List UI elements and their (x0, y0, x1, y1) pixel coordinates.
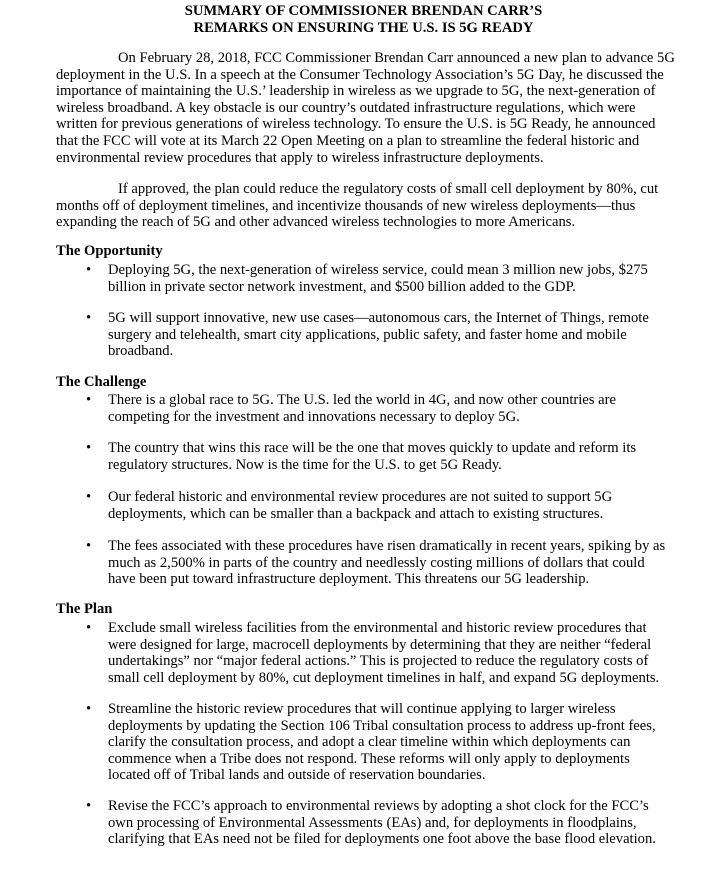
bullet-icon: • (86, 701, 92, 717)
bullet-line: much as 2,500% in parts of the country and needlessly costing millions of dollars that could (108, 554, 645, 571)
bullet-line: undertakings” nor “major federal actions.” This is projected to reduce the regulatory costs of (108, 653, 649, 670)
bullet-line: competing for the investment and innovations necessary to deploy 5G. (108, 408, 520, 425)
intro-paragraph (56, 181, 676, 231)
bullet-line: regulatory structures. Now is the time for the U.S. to get 5G Ready. (108, 456, 502, 473)
paragraph-line: expanding the reach of 5G and other advanced wireless technologies to more Americans. (56, 214, 576, 231)
bullet-line: small cell deployment by 80%, cut deployment timelines in half, and expand 5G deployments. (108, 669, 660, 686)
bullet-icon: • (86, 440, 92, 456)
bullet-line: commence when a Tribe does not respond. These reforms will only apply to deployments (108, 750, 630, 767)
bullet-icon: • (86, 392, 92, 408)
bullet-line: The country that wins this race will be the one that moves quickly to update and reform its (108, 440, 637, 456)
paragraph-line: written for previous generations of wireless technology. To ensure the U.S. is 5G Ready, he announced (56, 116, 656, 133)
paragraph-line: importance of maintaining the U.S.’ leadership in wireless as we upgrade to 5G, the next-generation of (56, 83, 656, 100)
paragraph-line: If approved, the plan could reduce the regulatory costs of small cell deployment by 80%, cut (118, 181, 659, 197)
bullet-line: clarify the consultation process, and adopt a clear timeline within which deployments can (108, 734, 631, 751)
bullet-line: own processing of Environmental Assessments (EAs) and, for deployments in floodplains, (108, 814, 637, 831)
bullet-line: There is a global race to 5G. The U.S. led the world in 4G, and now other countries are (108, 392, 616, 408)
bullet-line: clarifying that EAs need not be filed for deployments one foot above the base flood elevation. (108, 831, 656, 848)
paragraph-line: that the FCC will vote at its March 22 Open Meeting on a plan to streamline the federal historic and (56, 132, 640, 149)
section-heading-challenge: The Challenge (56, 374, 147, 390)
bullet-icon: • (86, 310, 92, 326)
bullet-icon: • (86, 798, 92, 814)
bullet-icon: • (86, 620, 92, 636)
bullet-line: Our federal historic and environmental review procedures are not suited to support 5G (108, 489, 613, 505)
page-title (0, 3, 727, 36)
section-heading-opportunity: The Opportunity (56, 243, 163, 259)
title-line: SUMMARY OF COMMISSIONER BRENDAN CARR’S (184, 3, 543, 19)
bullet-icon: • (86, 489, 92, 505)
intro-paragraph (56, 50, 676, 166)
bullet-line: have been put toward infrastructure deployment. This threatens our 5G leadership. (108, 571, 590, 588)
bullet-line: Streamline the historic review procedures that will continue applying to larger wireless (108, 701, 616, 717)
paragraph-line: environmental review procedures that apply to wireless infrastructure deployments. (56, 149, 544, 166)
bullet-line: were designed for large, macrocell deployments by determining that they are neither “federal (108, 636, 652, 653)
bullet-line: broadband. (108, 343, 174, 360)
bullet-line: surgery and telehealth, smart city applications, public safety, and faster home and mobile (108, 326, 627, 343)
paragraph-line: deployment in the U.S. In a speech at the Consumer Technology Association’s 5G Day, he discussed the (56, 66, 664, 83)
bullet-line: 5G will support innovative, new use cases—autonomous cars, the Internet of Things, remote (108, 310, 649, 326)
title-line: REMARKS ON ENSURING THE U.S. IS 5G READY (193, 19, 534, 36)
paragraph-line: wireless broadband. A key obstacle is our country’s outdated infrastructure regulations, which were (56, 99, 636, 116)
bullet-line: Exclude small wireless facilities from the environmental and historic review procedures that (108, 620, 647, 636)
bullet-icon: • (86, 538, 92, 554)
bullet-line: Revise the FCC’s approach to environmental reviews by adopting a shot clock for the FCC’s (108, 798, 649, 814)
bullet-line: deployments, which can be smaller than a backpack and attach to existing structures. (108, 505, 604, 522)
bullet-line: deployments by updating the Section 106 Tribal consultation process to address up-front fees, (108, 717, 656, 734)
bullet-line: located off of Tribal lands and outside of reservation boundaries. (108, 767, 486, 784)
bullet-line: billion in private sector network investment, and $500 billion added to the GDP. (108, 278, 576, 295)
paragraph-line: months off of deployment timelines, and incentivize thousands of new wireless deployments—thus (56, 197, 636, 214)
paragraph-line: On February 28, 2018, FCC Commissioner Brendan Carr announced a new plan to advance 5G (118, 50, 675, 66)
section-heading-plan: The Plan (56, 601, 113, 617)
bullet-line: The fees associated with these procedures have risen dramatically in recent years, spiking by as (108, 538, 666, 554)
bullet-icon: • (86, 262, 92, 278)
bullet-line: Deploying 5G, the next-generation of wireless service, could mean 3 million new jobs, $275 (108, 262, 648, 278)
